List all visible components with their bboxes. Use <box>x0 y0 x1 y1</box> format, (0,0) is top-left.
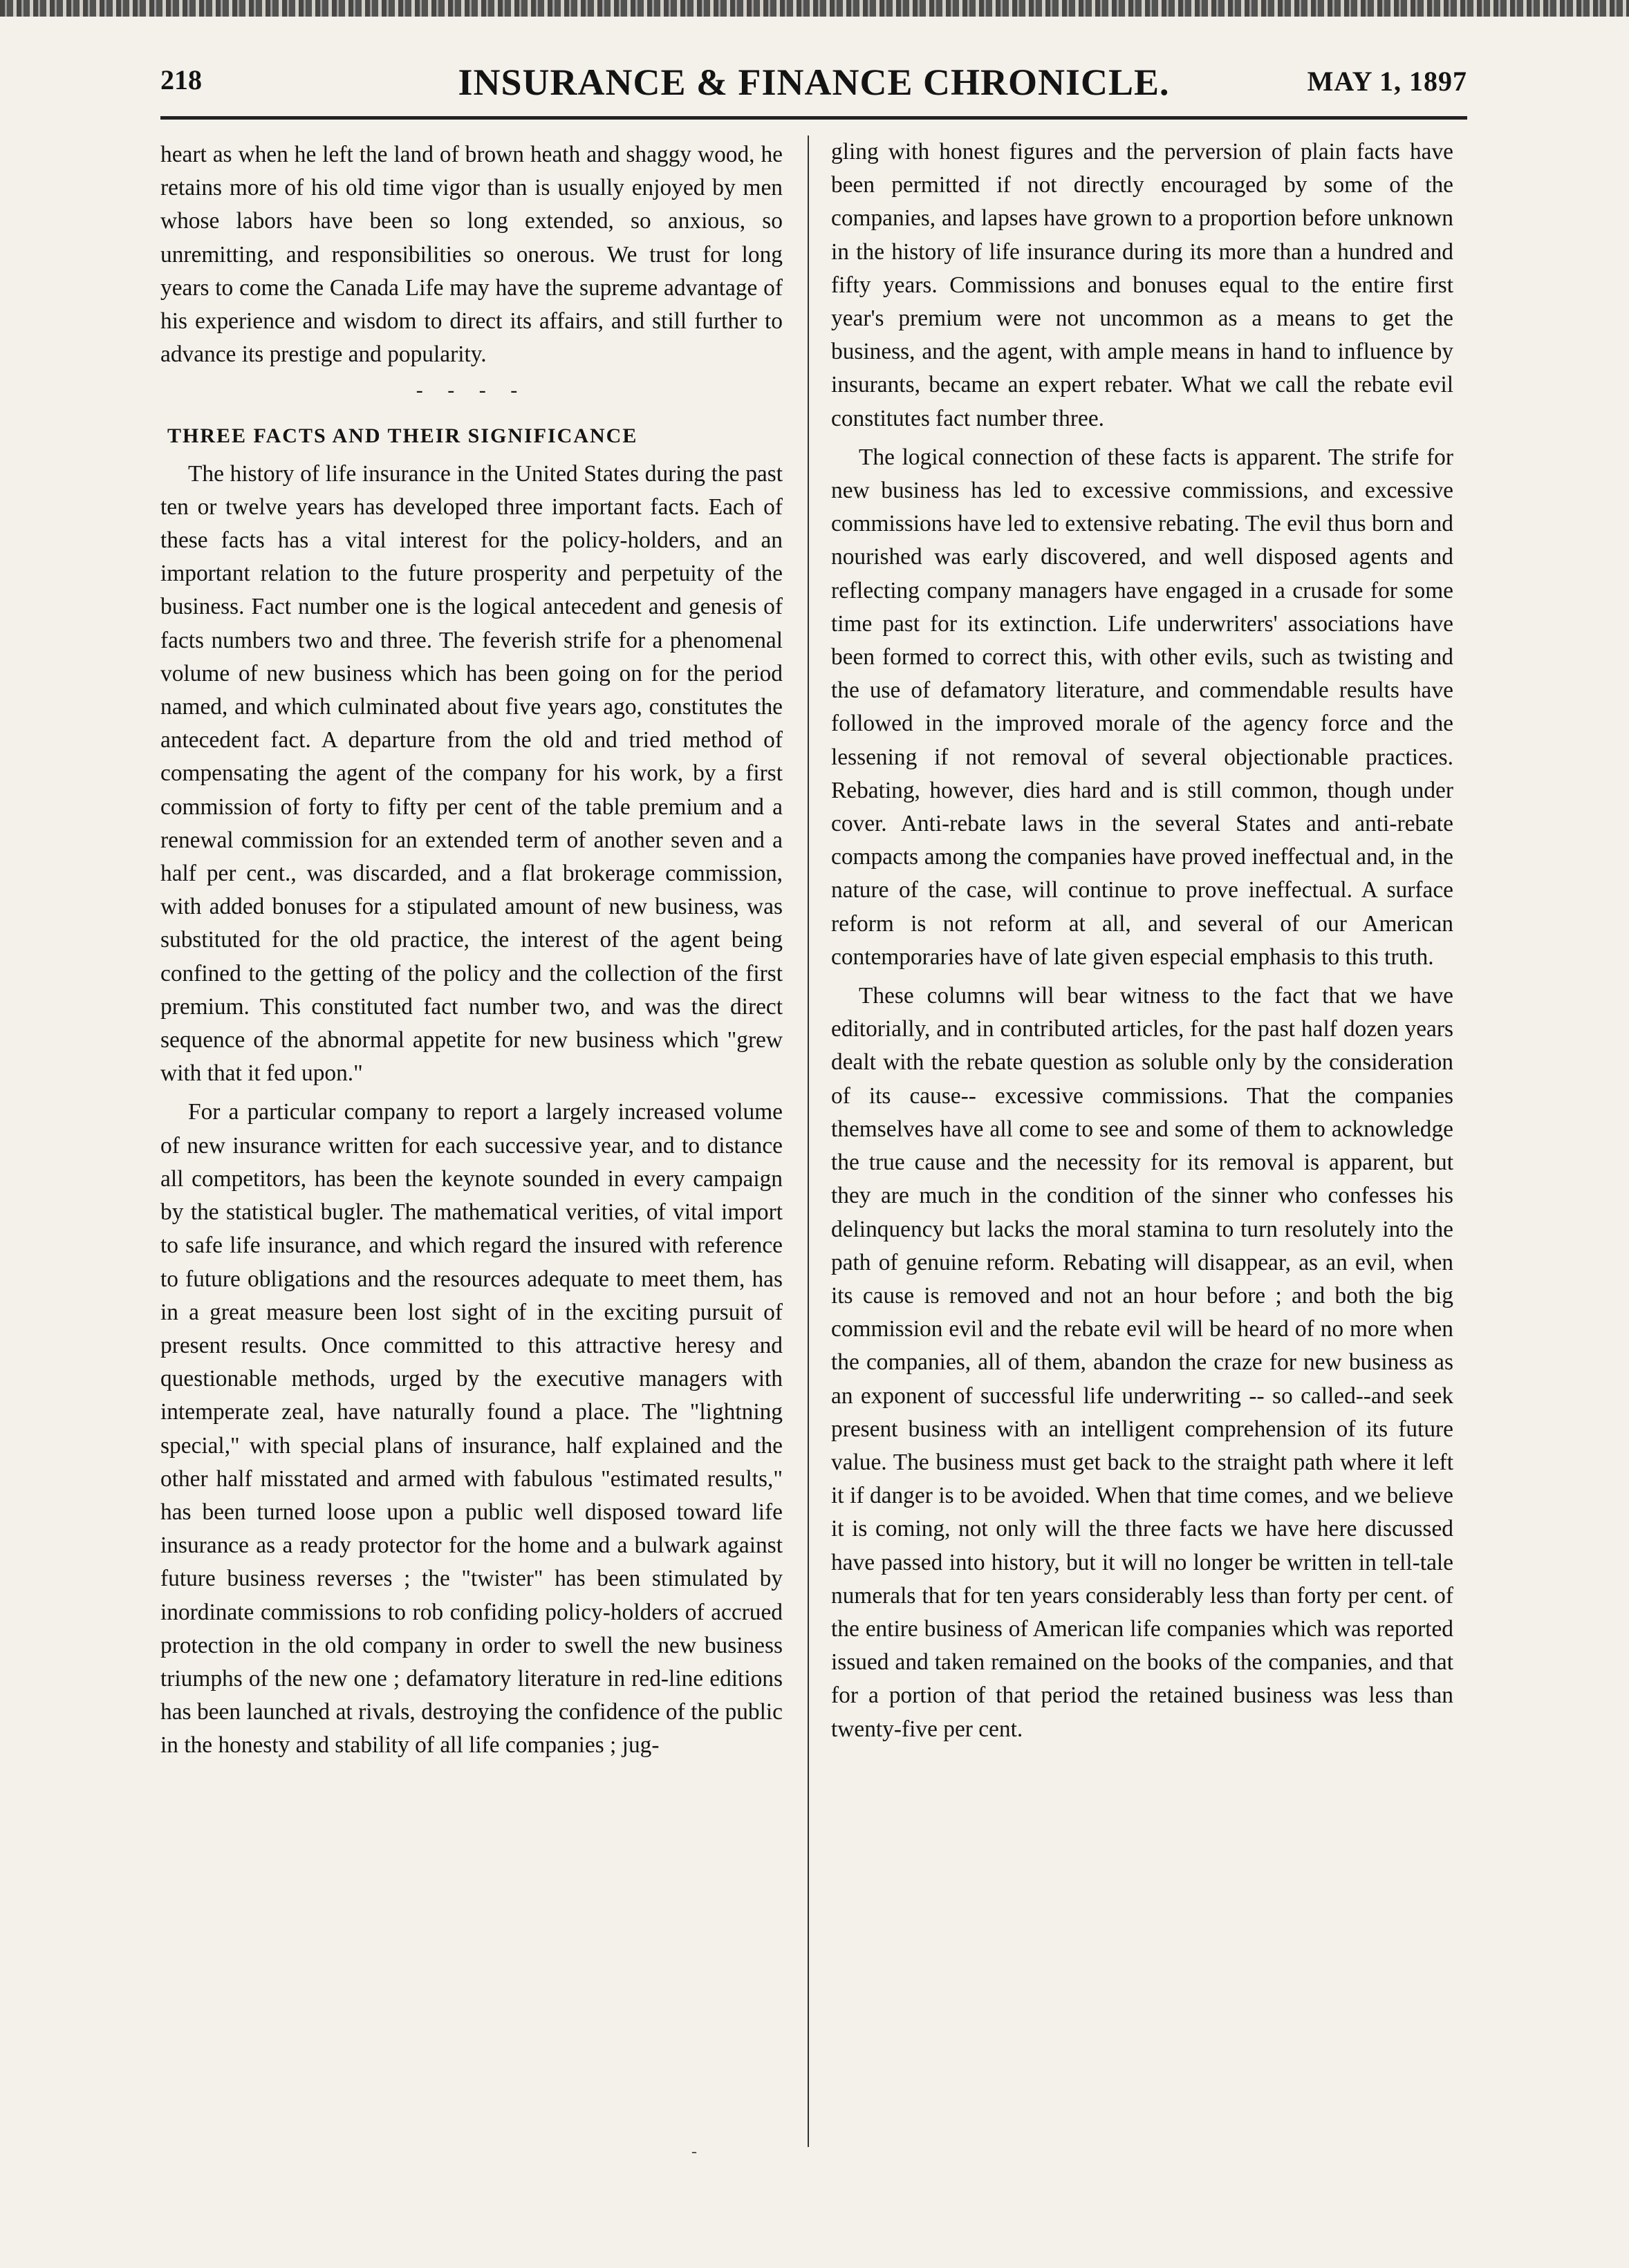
continued-paragraph: heart as when he left the land of brown heath and shaggy wood, he retains more of his old time vigor than is usually enjoyed by men whose labors have been so long extended, so anxious, so unremitting, and responsibilities so onerous. We trust for long years to come the Canada Life may have the supreme advantage of his experience and wisdom to direct its affairs, and still further to advance its prestige and popularity. <box>160 142 783 368</box>
article-paragraph: For a particular company to report a largely increased volume of new insurance written for each successive year, and to distance all competitors, has been the keynote sounded in every campaign by the statistical bugler. The mathematical verities, of vital import to safe life insurance, and which regard the insured with reference to future obligations and the resources adequate to meet them, has in a great measure been lost sight of in the exciting pursuit of present results. Once committed to this attractive heresy and questionable methods, urged by the executive managers with intemperate zeal, have naturally found a place. The "lightning special," with special plans of insurance, half explained and the other half misstated and armed with fabulous "estimated results," has been turned loose upon a public well disposed toward life insurance as a ready protector for the home and a bulwark against future business reverses ; the "twister" has been stimulated by inordinate commissions to rob confiding policy-holders of accrued protection in the old company in order to swell the new business triumphs of the new one ; defamatory literature in red-line editions has been launched at rivals, destroying the confidence of the public in the honesty and stability of all life companies ; jug- <box>160 1099 783 1759</box>
page-footer-mark: - <box>691 2143 697 2161</box>
right-column <box>831 135 1453 1752</box>
header-rule <box>160 116 1467 120</box>
section-ornament: - - - - <box>416 379 528 402</box>
article-paragraph: The history of life insurance in the United States during the past ten or twelve years has developed three important facts. Each of these facts has a vital interest for the policy-holders, and an important relation to the future prosperity and perpetuity of the business. Fact number one is the logical antecedent and genesis of facts numbers two and three. The feverish strife for a phenomenal volume of new business which has been going on for the period named, and which culminated about five years ago, constitutes the antecedent fact. A departure from the old and tried method of compensating the agent of the company for his work, by a first commission of forty to fifty per cent of the table premium and a renewal commission for an extended term of another seven and a half per cent., was discarded, and a flat brokerage commission, with added bonuses for a stipulated amount of new business, was substituted for the old practice, the interest of the agent being confined to the getting of the policy and the collection of the first premium. This constituted fact number two, and was the direct sequence of the abnormal appetite for new business which "grew with that it fed upon." <box>160 460 783 1087</box>
continued-paragraph: gling with honest figures and the perversion of plain facts have been permitted if not directly encouraged by some of the companies, and lapses have grown to a proportion before unknown in the history of life insurance during its more than a hundred and fifty years. Commissions and bonuses equal to the entire first year's premium were not uncommon as a means to get the business, and the agent, with ample means in hand to influence by insurants, became an expert rebater. What we call the rebate evil constitutes fact number three. <box>831 139 1453 431</box>
journal-title: INSURANCE & FINANCE CHRONICLE. <box>458 62 1170 103</box>
column-divider <box>808 135 809 2147</box>
page-header <box>160 61 1467 116</box>
section-heading: THREE FACTS AND THEIR SIGNIFICANCE <box>167 424 638 448</box>
scan-top-edge <box>0 0 1629 17</box>
page-number: 218 <box>160 64 202 95</box>
left-column <box>160 138 783 1768</box>
issue-date: MAY 1, 1897 <box>1307 66 1467 97</box>
article-paragraph: These columns will bear witness to the fact that we have editorially, and in contributed articles, for the past half dozen years dealt with the rebate question as soluble only by the consideration of its cause-- excessive commissions. That the companies themselves have all come to see and some of them to acknowledge the true cause and the necessity for its removal is apparent, but they are much in the condition of the sinner who confesses his delinquency but lacks the moral stamina to turn resolutely into the path of genuine reform. Rebating will disappear, as an evil, when its cause is removed and not an hour before ; and both the big commission evil and the rebate evil will be heard of no more when the companies, all of them, abandon the craze for new business as an exponent of successful life underwriting -- so called--and seek present business with an intelligent comprehension of its future value. The business must get back to the straight path where it left it if danger is to be avoided. When that time comes, and we believe it is coming, not only will the three facts we have here discussed have passed into history, but it will no longer be written in tell-tale numerals that for ten years considerably less than forty per cent. of the entire business of American life companies which was reported issued and taken remained on the books of the companies, and that for a portion of that period the retained business was less than twenty-five per cent. <box>831 983 1453 1742</box>
article-paragraph: The logical connection of these facts is apparent. The strife for new business has led to excessive commissions, and excessive commissions have led to extensive rebating. The evil thus born and nourished was early discovered, and well disposed agents and reflecting company managers have engaged in a crusade for some time past for its extinction. Life underwriters' associations have been formed to correct this, with other evils, such as twisting and the use of defamatory literature, and commendable results have followed in the improved morale of the agency force and the lessening if not removal of several objectionable practices. Rebating, however, dies hard and is still common, though under cover. Anti-rebate laws in the several States and anti-rebate compacts among the companies have proved ineffectual and, in the nature of the case, will continue to prove ineffectual. A surface reform is not reform at all, and several of our American contemporaries have of late given especial emphasis to this truth. <box>831 444 1453 970</box>
